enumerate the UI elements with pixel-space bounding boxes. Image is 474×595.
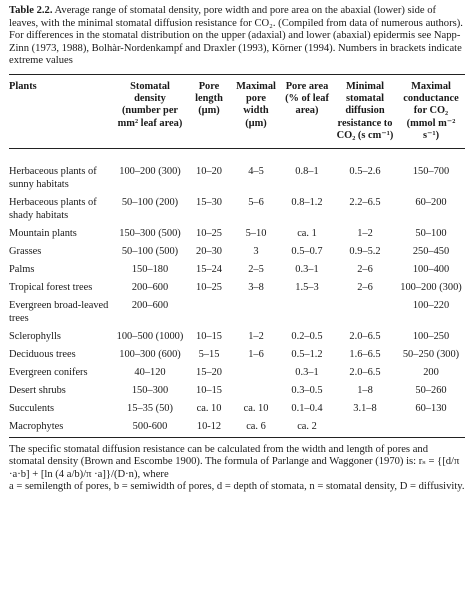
cell-density: 50–100 (200) xyxy=(121,196,179,208)
cell-resistance: 0.5–2.6 xyxy=(349,165,381,177)
table-row xyxy=(9,299,465,330)
col-header-density: Stomatal density (number per mm² leaf area) xyxy=(117,80,183,129)
table-row xyxy=(9,420,465,438)
cell-conductance: 100–400 xyxy=(412,263,450,275)
cell-pore-width: ca. 10 xyxy=(243,402,269,414)
cell-plant: Mountain plants xyxy=(9,227,77,239)
cell-pore-length: 10-12 xyxy=(196,420,222,432)
cell-density: 100–200 (300) xyxy=(119,165,181,177)
cell-density: 100–300 (600) xyxy=(119,348,181,360)
cell-density: 150–180 xyxy=(131,263,169,275)
cell-pore-length: 10–15 xyxy=(196,384,222,396)
table-row xyxy=(9,348,465,366)
table-row xyxy=(9,148,465,196)
cell-plant: Succulents xyxy=(9,402,55,414)
cell-resistance: 3.1–8 xyxy=(353,402,377,414)
cell-plant: Sclerophylls xyxy=(9,330,61,342)
cell-pore-area: 0.3–0.5 xyxy=(291,384,323,396)
cell-conductance: 50–100 xyxy=(415,227,447,239)
cell-conductance: 50–250 (300) xyxy=(402,348,460,360)
cell-pore-width xyxy=(231,366,281,384)
cell-conductance: 200 xyxy=(423,366,439,378)
cell-pore-area: ca. 2 xyxy=(297,420,317,432)
header-row xyxy=(9,75,465,149)
cell-pore-width: 3–8 xyxy=(248,281,264,293)
cell-pore-area: ca. 1 xyxy=(297,227,317,239)
cell-pore-area: 1.5–3 xyxy=(295,281,319,293)
table-row xyxy=(9,245,465,263)
cell-pore-length: 20–30 xyxy=(196,245,222,257)
cell-pore-width: 3 xyxy=(253,245,259,257)
cell-conductance: 100–220 xyxy=(412,299,450,311)
cell-pore-area: 0.3–1 xyxy=(295,366,319,378)
cell-resistance: 0.9–5.2 xyxy=(349,245,381,257)
cell-pore-length xyxy=(187,299,231,330)
cell-pore-area: 0.5–0.7 xyxy=(291,245,323,257)
table-label: Table 2.2. xyxy=(9,5,53,16)
col-header-resistance: Minimal stomatal diffusion resistance to CO₂ (s cm⁻¹) xyxy=(336,80,394,141)
cell-pore-length: 15–24 xyxy=(196,263,222,275)
cell-density: 100–500 (1000) xyxy=(116,330,184,342)
cell-pore-length: 15–30 xyxy=(196,196,222,208)
cell-conductance: 250–450 xyxy=(412,245,450,257)
caption-text: Average range of stomatal density, pore width and pore area on the abaxial (lower) side of leaves, with the minimal stomatal diffusion resistance for CO₂. (Compiled from data of numerous authors). For differences in the stomatal distribution on the upper (adaxial) and lower (abaxial) epidermis see Napp-Zinn (1973, 1988), Bolhàr-Nordenkampf and Draxler (1993), Körner (1994). Numbers in brackets indicate extreme values xyxy=(9,5,463,67)
cell-pore-area xyxy=(281,299,333,330)
cell-pore-area: 0.8–1 xyxy=(295,165,319,177)
cell-conductance xyxy=(397,420,465,438)
cell-density: 15–35 (50) xyxy=(127,402,173,414)
cell-plant: Tropical forest trees xyxy=(9,281,93,293)
cell-pore-length: 5–15 xyxy=(198,348,220,360)
table-row xyxy=(9,330,465,348)
cell-resistance: 1–2 xyxy=(357,227,373,239)
cell-pore-area: 0.2–0.5 xyxy=(291,330,323,342)
cell-pore-length: 10–15 xyxy=(196,330,222,342)
cell-resistance: 2–6 xyxy=(357,281,373,293)
cell-resistance: 2.2–6.5 xyxy=(349,196,381,208)
col-header-pore-width: Maximal pore width (µm) xyxy=(236,80,276,129)
cell-density: 50–100 (500) xyxy=(121,245,179,257)
cell-resistance xyxy=(333,420,397,438)
col-header-pore-area: Pore area (% of leaf area) xyxy=(285,80,329,117)
table-row xyxy=(9,402,465,420)
cell-pore-width xyxy=(231,384,281,402)
cell-pore-width xyxy=(231,299,281,330)
cell-pore-length: 10–25 xyxy=(196,281,222,293)
cell-pore-width: 5–10 xyxy=(245,227,267,239)
cell-pore-area: 0.5–1.2 xyxy=(291,348,323,360)
table-row xyxy=(9,281,465,299)
cell-pore-width: 1–2 xyxy=(248,330,264,342)
table-row xyxy=(9,227,465,245)
cell-plant: Herbaceous plants of sunny habitats xyxy=(9,165,97,190)
cell-pore-width: 4–5 xyxy=(248,165,264,177)
table-caption xyxy=(9,5,465,68)
cell-pore-width: 2–5 xyxy=(248,263,264,275)
cell-plant: Desert shrubs xyxy=(9,384,66,396)
col-header-plants: Plants xyxy=(9,80,37,92)
cell-plant: Deciduous trees xyxy=(9,348,76,360)
cell-resistance: 1.6–6.5 xyxy=(349,348,381,360)
cell-plant: Palms xyxy=(9,263,35,275)
cell-pore-length: ca. 10 xyxy=(196,402,222,414)
cell-resistance xyxy=(333,299,397,330)
cell-resistance: 2.0–6.5 xyxy=(349,330,381,342)
stomata-table xyxy=(9,75,465,438)
cell-pore-width: 1–6 xyxy=(248,348,264,360)
footnote-definitions: a = semilength of pores, b = semiwidth of pores, d = depth of stomata, n = stomatal density, D = diffusivity. xyxy=(9,481,465,493)
cell-pore-area: 0.3–1 xyxy=(295,263,319,275)
cell-plant: Herbaceous plants of shady habitats xyxy=(9,196,97,221)
cell-pore-length: 15–20 xyxy=(196,366,222,378)
cell-pore-area: 0.1–0.4 xyxy=(291,402,323,414)
cell-plant: Grasses xyxy=(9,245,42,257)
cell-density: 150–300 (500) xyxy=(119,227,181,239)
cell-conductance: 100–250 xyxy=(412,330,450,342)
cell-density: 200–600 xyxy=(131,299,169,311)
cell-pore-length: 10–25 xyxy=(196,227,222,239)
table-row xyxy=(9,196,465,227)
cell-plant: Evergreen conifers xyxy=(9,366,88,378)
cell-density: 40–120 xyxy=(134,366,166,378)
table-row xyxy=(9,263,465,281)
cell-resistance: 2–6 xyxy=(357,263,373,275)
cell-plant: Macrophytes xyxy=(9,420,64,432)
cell-pore-width: 5–6 xyxy=(248,196,264,208)
cell-conductance: 60–200 xyxy=(415,196,447,208)
cell-conductance: 50–260 xyxy=(415,384,447,396)
table-row xyxy=(9,384,465,402)
table-footnote xyxy=(9,444,465,494)
col-header-conductance: Maximal conductance for CO₂ (mmol m⁻² s⁻¹) xyxy=(403,80,459,141)
cell-density: 200–600 xyxy=(131,281,169,293)
cell-resistance: 1–8 xyxy=(357,384,373,396)
cell-pore-width: ca. 6 xyxy=(246,420,266,432)
cell-density: 150–300 xyxy=(131,384,169,396)
cell-conductance: 60–130 xyxy=(415,402,447,414)
cell-density: 500-600 xyxy=(132,420,168,432)
table-row xyxy=(9,366,465,384)
footnote-formula: The specific stomatal diffusion resistance can be calculated from the width and length of pores and stomatal density (Brown and Escombe 1900). The formula of Parlange and Waggoner (1970) is: rₛ = {[d/π ·a·b] + [ln (4 a/b)/π ·a]}/(D·n), where xyxy=(9,443,460,480)
cell-pore-length: 10–20 xyxy=(196,165,222,177)
cell-plant: Evergreen broad-leaved trees xyxy=(9,299,109,324)
cell-conductance: 150–700 xyxy=(412,165,450,177)
cell-resistance: 2.0–6.5 xyxy=(349,366,381,378)
cell-conductance: 100–200 (300) xyxy=(400,281,462,293)
col-header-pore-length: Pore length (µm) xyxy=(195,80,223,117)
cell-pore-area: 0.8–1.2 xyxy=(291,196,323,208)
